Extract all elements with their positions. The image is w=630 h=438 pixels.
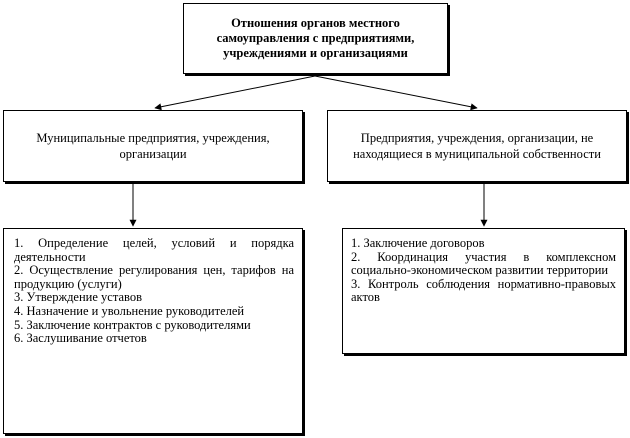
non-municipal-enterprises-node (327, 110, 627, 182)
list-item: 2. Координация участия в комплексном социально-экономическом развитии территории (351, 249, 616, 278)
list-item: 5. Заключение контрактов с руководителями (14, 317, 251, 332)
municipal-enterprises-node (3, 110, 303, 182)
list-item: 2. Осуществление регулирования цен, тарифов на продукцию (услуги) (14, 263, 294, 291)
non-municipal-relations-list (342, 228, 625, 354)
list-item: 4. Назначение и увольнение руководителей (14, 303, 245, 318)
municipal-enterprises-heading: Муниципальные предприятия, учреждения, организации (36, 131, 270, 161)
root-node (183, 3, 448, 74)
list-item: 1. Определение целей, условий и порядка деятельности (14, 236, 294, 264)
list-item: 1. Заключение договоров (351, 236, 485, 250)
arrow-top-to-left (155, 76, 315, 108)
non-municipal-enterprises-heading: Предприятия, учреждения, организации, не находящиеся в муниципальной собственности (353, 131, 601, 161)
root-node-title: Отношения органов местного самоуправления с предприятиями, учреждениями и организациями (216, 16, 415, 60)
list-item: 3. Утверждение уставов (14, 290, 142, 305)
arrow-top-to-right (315, 76, 477, 108)
list-item: 6. Заслушивание отчетов (14, 331, 147, 346)
list-item: 3. Контроль соблюдения нормативно-правовых актов (351, 276, 616, 305)
municipal-relations-list (3, 228, 303, 434)
